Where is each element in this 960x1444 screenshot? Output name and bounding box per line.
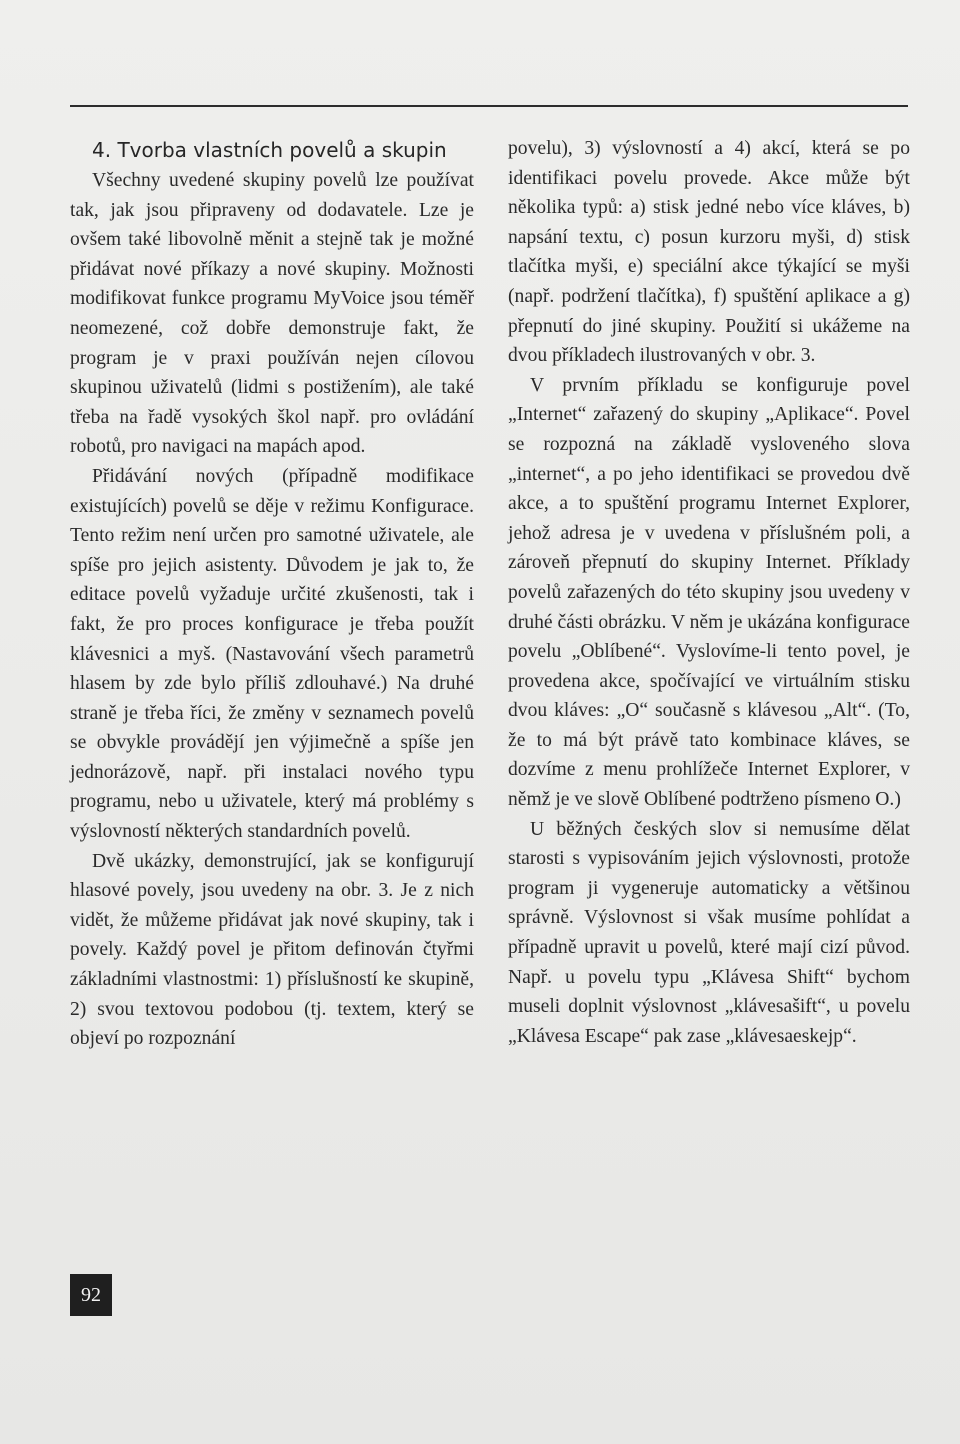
paragraph-configuration: Přidávání nových (případně modifikace existujících) povelů se děje v režimu Konfigurace. Tento režim není určen pro samotné uživatele, ale spíše pro jejich asistenty. Důvodem je jak to, že editace povelů vyžaduje určité zkušenosti, tak i fakt, že pro proces konfigurace je třeba použít klávesnici a myš. (Nastavování všech parametrů hlasem by zde bylo příliš zdlouhavé.) Na druhé straně je třeba říci, že změny v seznamech povelů se obvykle provádějí jen výjimečně a spíše jen jednorázově, např. při instalaci nového typu programu, nebo u uživatele, který má problémy s výslovností některých standardních povelů. xyxy=(70,465,474,843)
paragraph-intro: Všechny uvedené skupiny povelů lze používat tak, jak jsou připraveny od dodavatele. Lze je ovšem také libovolně měnit a stejně tak je možné přidávat nové příkazy a nové skupiny. Možnosti modifikovat funkce programu MyVoice jsou téměř neomezené, což dobře demonstruje fakt, že program je v praxi používán nejen cílovou skupinou uživatelů (lidmi s postižením), ale také třeba na řadě vysokých škol např. pro ovládání robotů, pro navigaci na mapách apod. xyxy=(70,170,474,458)
right-column xyxy=(508,134,910,1051)
paragraph-pronunciation: U běžných českých slov si nemusíme dělat starosti s vypisováním jejich výslovnosti, protože program ji vygeneruje automaticky a většinou správně. Výslovnost si však musíme pohlídat a případně upravit u povelů, které mají cizí původ. Např. u povelu typu „Klávesa Shift“ bychom museli doplnit výslovnost „klávesašift“, u povelu „Klávesa Escape“ pak zase „klávesaeskejp“. xyxy=(508,818,910,1047)
paragraph-first-example: V prvním příkladu se konfiguruje povel „Internet“ zařazený do skupiny „Aplikace“. Povel se rozpozná na základě vysloveného slova „internet“, a po jeho identifikaci se provedou dvě akce, a to spuštění programu Internet Explorer, jehož adresa je v uvedena v příslušném poli, a zároveň přepnutí do skupiny Internet. Příklady povelů zařazených do této skupiny jsou uvedeny v druhé části obrázku. V něm je ukázána konfigurace povelu „Oblíbené“. Vyslovíme-li tento povel, je provedena akce, spočívající ve virtuálním stisku dvou kláves: „O“ současně s klávesou „Alt“. (To, že to má být právě tato kombinace kláves, se dozvíme z menu prohlížeče Internet Explorer, v němž je ve slově Oblíbené podtrženo písmeno O.) xyxy=(508,374,910,811)
page-number: 92 xyxy=(70,1274,112,1316)
header-rule xyxy=(70,105,908,107)
left-column xyxy=(70,134,474,1054)
paragraph-command-properties: povelu), 3) výslovností a 4) akcí, která se po identifikaci povelu provede. Akce může být několika typů: a) stisk jedné nebo více kláves, b) napsání textu, c) posun kurzoru myši, d) stisk tlačítka myši, e) speciální akce týkající se myši (např. podržení tlačítka), f) spuštění aplikace a g) přepnutí do jiné skupiny. Použití si ukážeme na dvou příkladech ilustrovaných v obr. 3. xyxy=(508,138,910,367)
section-heading: 4. Tvorba vlastních povelů a skupin xyxy=(92,138,447,162)
paragraph-examples: Dvě ukázky, demonstrující, jak se konfigurují hlasové povely, jsou uvedeny na obr. 3. Je z nich vidět, že můžeme přidávat jak nové skupiny, tak i povely. Každý povel je přitom definován čtyřmi základními vlastnostmi: 1) příslušností ke skupině, 2) svou textovou podobou (tj. textem, který se objeví po rozpoznání xyxy=(70,850,474,1050)
